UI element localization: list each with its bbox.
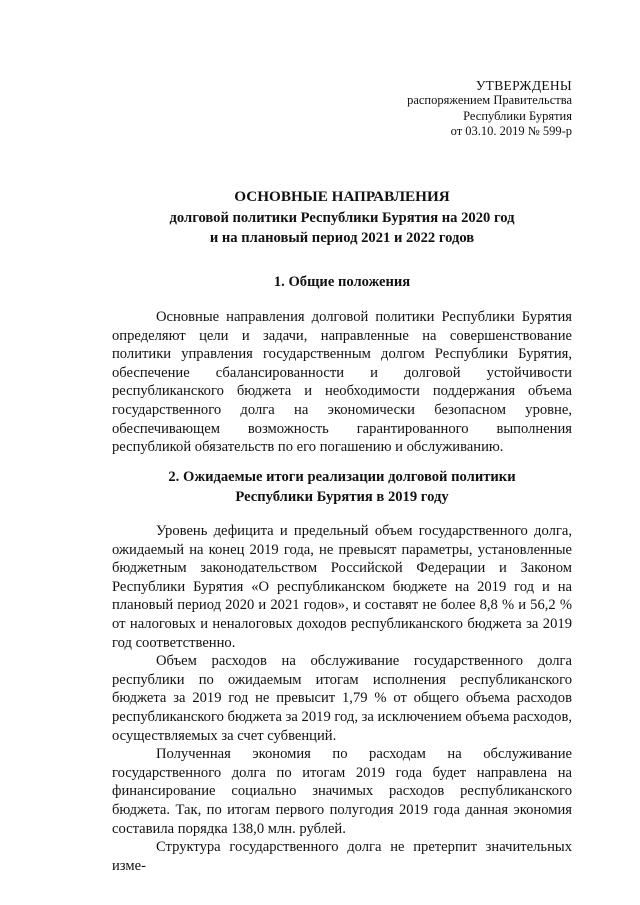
section-2-heading-line-1: 2. Ожидаемые итоги реализации долговой политики <box>168 469 516 485</box>
approval-line-region: Республики Бурятия <box>463 108 572 123</box>
section-2-heading-line-2: Республики Бурятия в 2019 году <box>235 489 449 505</box>
paragraph: Основные направления долговой политики Республики Бурятия определяют цели и задачи, направленные на совершенствование политики управления государственным долгом Республики Бурятия, обеспечение сбалансированности и долговой устойчивости республиканского бюджета и необходимости поддержания объема государственного долга на экономически безопасном уровне, обеспечивающем возможность гарантированного выполнения республикой обязательств по его погашению и обслуживанию. <box>112 309 572 456</box>
approval-line-order: распоряжением Правительства <box>407 93 572 108</box>
title-line-2: долговой политики Республики Бурятия на 2020 год <box>169 209 515 226</box>
document-title <box>112 187 572 249</box>
approval-stamp <box>407 78 572 140</box>
title-line-3: и на плановый период 2021 и 2022 годов <box>209 230 475 246</box>
paragraph: Полученная экономия по расходам на обслуживание государственного долга по итогам 2019 года будет направлена на финансирование социально значимых расходов республиканского бюджета. Так, по итогам первого полугодия 2019 года данная экономия составила порядка 138,0 млн. рублей. <box>112 746 572 837</box>
paragraph: Структура государственного долга не претерпит значительных изме- <box>112 839 572 874</box>
paragraph: Объем расходов на обслуживание государственного долга республики по ожидаемым итогам исполнения республиканского бюджета за 2019 год не превысит 1,79 % от общего объема расходов республиканского бюджета за 2019 год, за исключением объема расходов, осуществляемых за счет субвенций. <box>112 653 572 744</box>
section-1-heading: 1. Общие положения <box>273 274 411 290</box>
section-2-heading <box>112 467 572 507</box>
approval-heading: УТВЕРЖДЕНЫ <box>475 78 572 93</box>
title-line-1: ОСНОВНЫЕ НАПРАВЛЕНИЯ <box>234 188 450 205</box>
paragraph: Уровень дефицита и предельный объем государственного долга, ожидаемый на конец 2019 года, не превысят параметры, установленные бюджетным законодательством Российской Федерации и Законом Республики Бурятия «О республиканском бюджете на 2019 год и на плановый период 2020 и 2021 годов», и составят не более 8,8 % и 56,2 % от налоговых и неналоговых доходов республиканского бюджета за 2019 год соответственно. <box>112 523 572 651</box>
section-2-body <box>112 522 572 875</box>
approval-line-date: от 03.10. 2019 № 599-р <box>450 124 572 139</box>
section-1-body <box>112 308 572 457</box>
